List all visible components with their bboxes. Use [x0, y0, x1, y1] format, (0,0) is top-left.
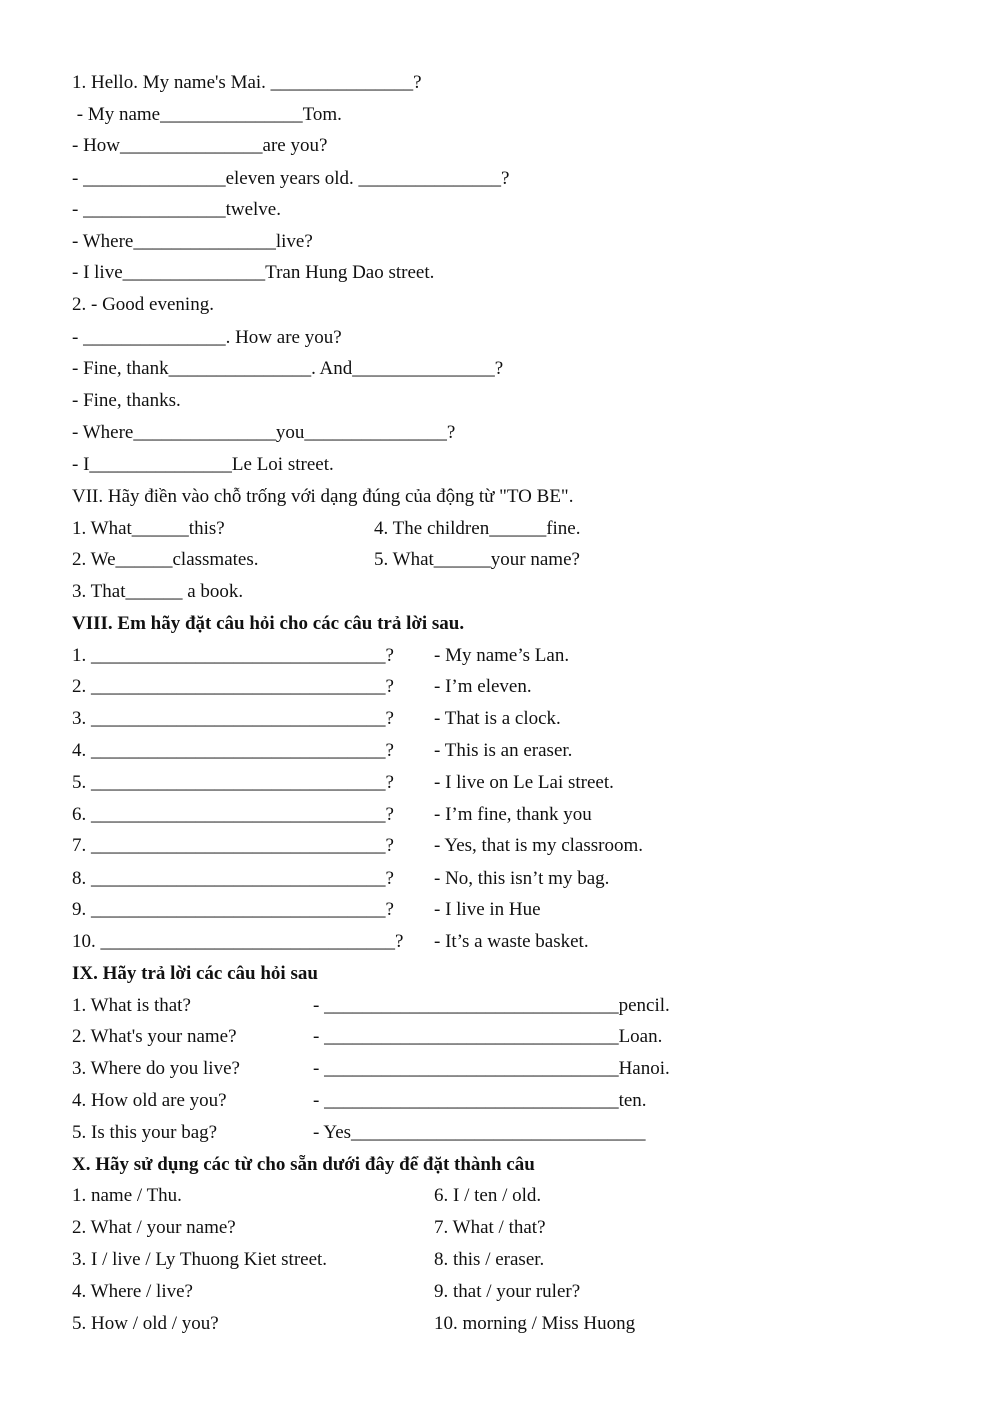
- viii-answer: - That is a clock.: [434, 708, 561, 729]
- viii-answer: - This is an eraser.: [434, 740, 573, 761]
- x-item: 10. morning / Miss Huong: [434, 1313, 636, 1334]
- x-item: 4. Where / live?: [72, 1281, 193, 1302]
- viii-answer: - It’s a waste basket.: [434, 931, 589, 952]
- x-item: 2. What / your name?: [72, 1217, 236, 1238]
- section-ix-heading: IX. Hãy trả lời các câu hỏi sau: [72, 963, 318, 984]
- ix-answer: - _______________________________Hanoi.: [313, 1058, 670, 1079]
- dialogue-line: 2. - Good evening.: [72, 294, 214, 315]
- ix-question: 2. What's your name?: [72, 1026, 237, 1047]
- viii-answer: - My name’s Lan.: [434, 645, 570, 666]
- x-item: 7. What / that?: [434, 1217, 546, 1238]
- section-x-heading: X. Hãy sử dụng các từ cho sẵn dưới đây để đặt thành câu: [72, 1154, 535, 1175]
- dialogue-line: - _______________. How are you?: [72, 327, 342, 348]
- ix-answer: - _______________________________pencil.: [313, 995, 670, 1016]
- dialogue-line: - My name_______________Tom.: [72, 104, 342, 125]
- vii-item: 2. We______classmates.: [72, 549, 259, 570]
- viii-question: 4. _______________________________?: [72, 740, 394, 761]
- ix-question: 4. How old are you?: [72, 1090, 227, 1111]
- ix-answer: - _______________________________Loan.: [313, 1026, 663, 1047]
- dialogue-line: - _______________eleven years old. _______________?: [72, 168, 510, 189]
- vii-item: 1. What______this?: [72, 518, 225, 539]
- viii-answer: - I’m eleven.: [434, 676, 532, 697]
- vii-item: 4. The children______fine.: [374, 518, 581, 539]
- viii-answer: - No, this isn’t my bag.: [434, 868, 610, 889]
- x-item: 8. this / eraser.: [434, 1249, 545, 1270]
- section-viii-heading: VIII. Em hãy đặt câu hỏi cho các câu trả lời sau.: [72, 613, 465, 634]
- vii-item: 5. What______your name?: [374, 549, 580, 570]
- viii-answer: - I live in Hue: [434, 899, 541, 920]
- dialogue-line: - Where_______________live?: [72, 231, 313, 252]
- viii-question: 1. _______________________________?: [72, 645, 394, 666]
- ix-question: 3. Where do you live?: [72, 1058, 240, 1079]
- viii-question: 10. _______________________________?: [72, 931, 404, 952]
- dialogue-line: - _______________twelve.: [72, 199, 281, 220]
- vii-item: 3. That______ a book.: [72, 581, 244, 602]
- viii-question: 6. _______________________________?: [72, 804, 394, 825]
- x-item: 3. I / live / Ly Thuong Kiet street.: [72, 1249, 328, 1270]
- viii-question: 7. _______________________________?: [72, 835, 394, 856]
- dialogue-line: - I_______________Le Loi street.: [72, 454, 334, 475]
- dialogue-line: - How_______________are you?: [72, 135, 328, 156]
- dialogue-line: 1. Hello. My name's Mai. _______________?: [72, 72, 422, 93]
- viii-question: 2. _______________________________?: [72, 676, 394, 697]
- dialogue-line: - Fine, thank_______________. And_______________?: [72, 358, 504, 379]
- dialogue-line: - Fine, thanks.: [72, 390, 181, 411]
- ix-question: 1. What is that?: [72, 995, 191, 1016]
- x-item: 6. I / ten / old.: [434, 1185, 542, 1206]
- viii-answer: - I’m fine, thank you: [434, 804, 592, 825]
- dialogue-line: - Where_______________you_______________?: [72, 422, 456, 443]
- ix-answer: - _______________________________ten.: [313, 1090, 647, 1111]
- viii-answer: - I live on Le Lai street.: [434, 772, 614, 793]
- ix-question: 5. Is this your bag?: [72, 1122, 218, 1143]
- viii-question: 9. _______________________________?: [72, 899, 394, 920]
- viii-answer: - Yes, that is my classroom.: [434, 835, 643, 856]
- viii-question: 3. _______________________________?: [72, 708, 394, 729]
- viii-question: 5. _______________________________?: [72, 772, 394, 793]
- ix-answer: - Yes_______________________________: [313, 1122, 646, 1143]
- x-item: 5. How / old / you?: [72, 1313, 219, 1334]
- viii-question: 8. _______________________________?: [72, 868, 394, 889]
- x-item: 1. name / Thu.: [72, 1185, 182, 1206]
- section-vii-heading: VII. Hãy điền vào chỗ trống với dạng đúng của động từ "TO BE".: [72, 486, 574, 507]
- x-item: 9. that / your ruler?: [434, 1281, 581, 1302]
- dialogue-line: - I live_______________Tran Hung Dao street.: [72, 262, 435, 283]
